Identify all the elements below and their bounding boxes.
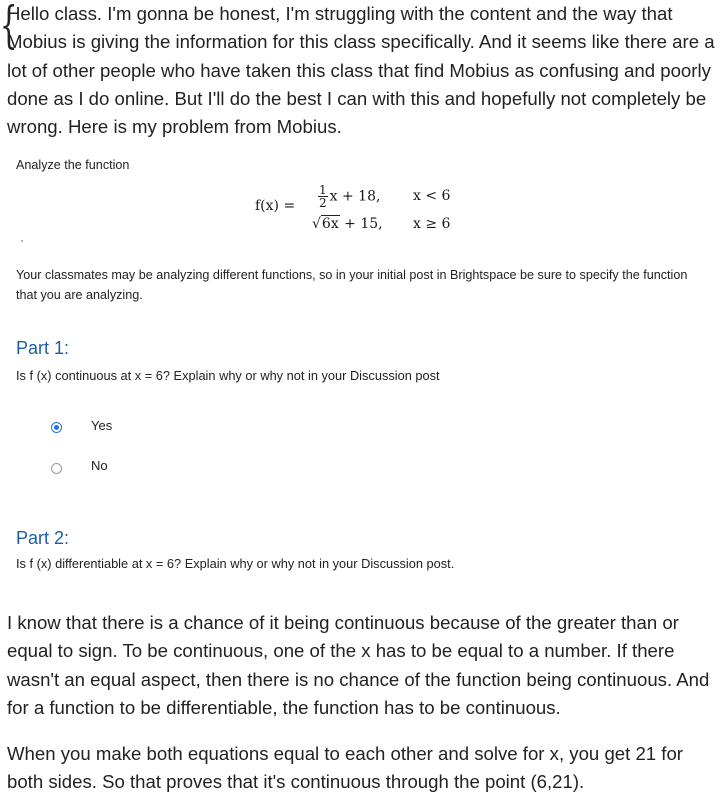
part2-question: Is f (x) differentiable at x = 6? Explain why or why not in your Discussion post.: [16, 556, 455, 571]
part2-heading: Part 2:: [16, 528, 70, 548]
fraction-one-half: [318, 184, 328, 209]
piecewise-case-1: [318, 184, 380, 209]
post-body-paragraph-1: I know that there is a chance of it being continuous because of the greater than or equal to sign. To be continuous, one of the x has to be equal to a number. If there wasn't an equal aspect, then there is no chance of the function being continuous. And for a function to be differentiable, the function has to be continuous.: [7, 612, 710, 718]
function-lhs: f(x) =: [255, 198, 296, 214]
case-1-expression: x + 18,: [329, 188, 381, 205]
piecewise-condition-2: x ≥ 6: [413, 216, 451, 232]
fraction-denominator: 2: [319, 196, 327, 210]
fraction-numerator: 1: [319, 183, 327, 197]
problem-prompt: Analyze the function: [16, 158, 130, 172]
post-intro-paragraph: Hello class. I'm gonna be honest, I'm struggling with the content and the way that Mobius is giving the information for this class specifically. And it seems like there are a lot of other people who have taken this class that find Mobius as confusing and poorly done as I do online. But I'll do the best I can with this and hopefully not completely be wrong. Here is my problem from Mobius.: [7, 3, 715, 138]
piecewise-brace: {: [0, 0, 18, 54]
sqrt-radicand: 6x: [321, 216, 339, 232]
piecewise-condition-1: x < 6: [413, 188, 451, 204]
piecewise-case-2: [312, 216, 383, 232]
radio-no[interactable]: [51, 463, 62, 474]
radio-yes[interactable]: [51, 422, 62, 433]
part1-question: Is f (x) continuous at x = 6? Explain why or why not in your Discussion post: [16, 368, 440, 383]
sqrt-symbol: √: [312, 216, 321, 232]
classmates-note: Your classmates may be analyzing different functions, so in your initial post in Brightspace be sure to specify the function that you are analyzing.: [16, 268, 688, 302]
decorative-dot: [21, 240, 23, 242]
option-no-label[interactable]: No: [91, 458, 108, 473]
part1-heading: Part 1:: [16, 338, 70, 358]
case-2-expression: + 15,: [339, 216, 383, 232]
post-body-paragraph-2: When you make both equations equal to each other and solve for x, you get 21 for both sides. So that proves that it's continuous through the point (6,21).: [7, 743, 684, 793]
option-yes-label[interactable]: Yes: [91, 418, 113, 433]
